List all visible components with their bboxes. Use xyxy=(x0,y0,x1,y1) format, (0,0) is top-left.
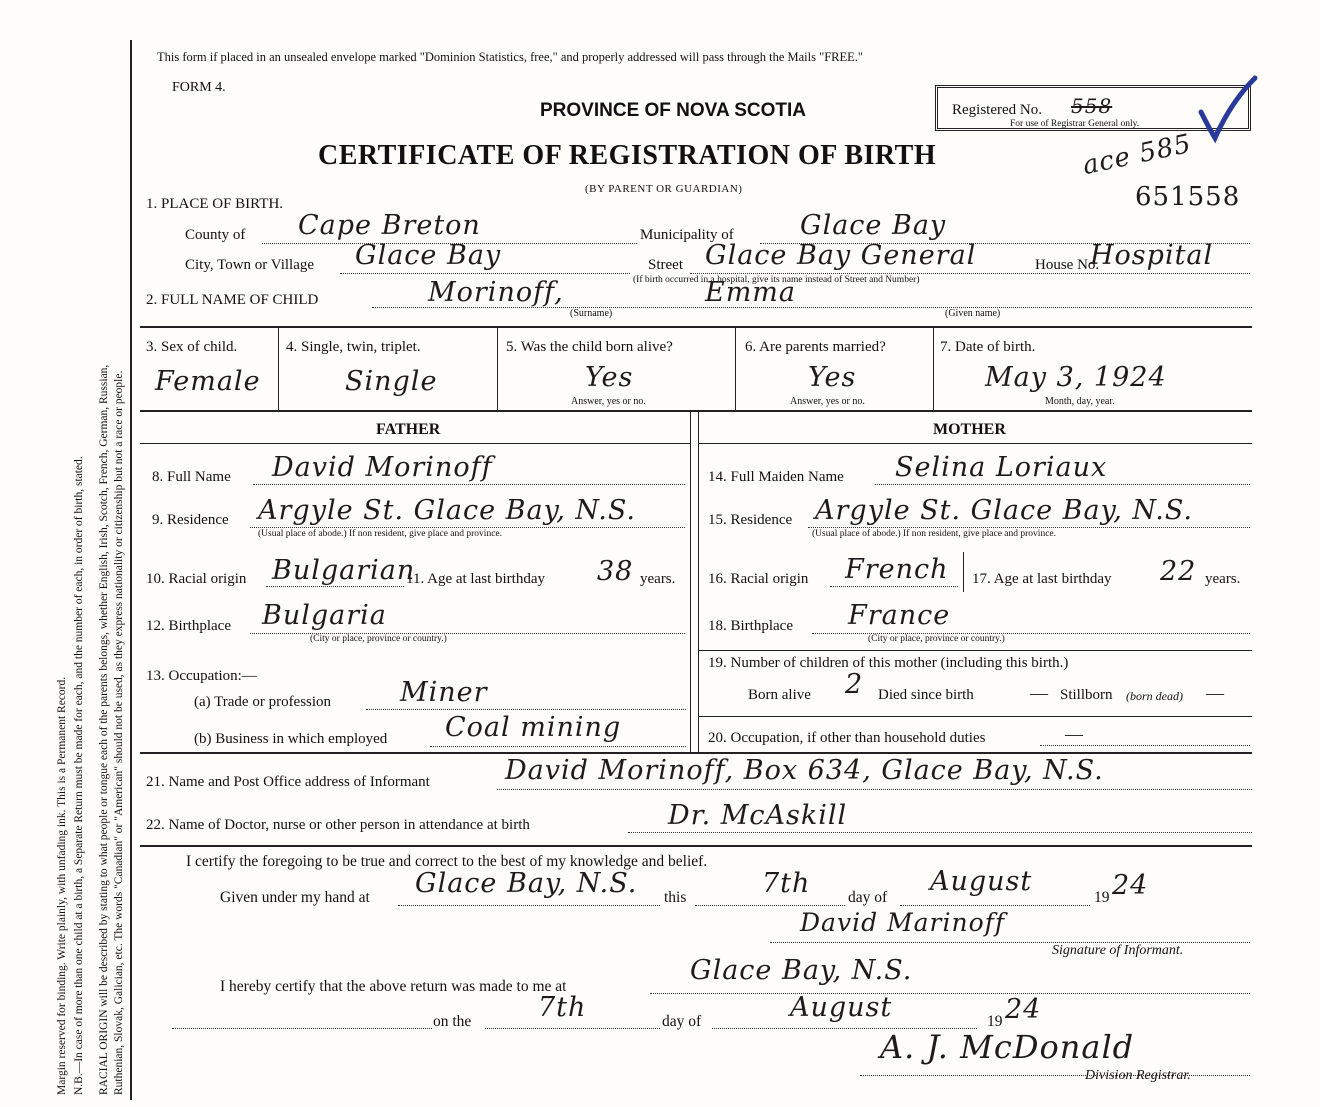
registrar-year-value: 24 xyxy=(1005,994,1042,1025)
page-title: CERTIFICATE OF REGISTRATION OF BIRTH xyxy=(318,140,937,171)
father-occupation-label: 13. Occupation:— xyxy=(146,668,257,684)
form-number: FORM 4. xyxy=(172,80,226,95)
street-label: Street xyxy=(648,257,683,273)
father-business-value: Coal mining xyxy=(445,712,622,743)
alive-value: Yes xyxy=(585,362,634,393)
margin-vertical-rule xyxy=(130,40,132,1100)
mother-birthplace-note: (City or place, province or country.) xyxy=(868,634,1005,644)
father-residence-note: (Usual place of abode.) If non resident, give place and province. xyxy=(258,529,502,539)
sex-value: Female xyxy=(155,366,261,397)
father-name-label: 8. Full Name xyxy=(152,469,231,485)
mother-residence-label: 15. Residence xyxy=(708,512,793,528)
registrar-signature-label: Division Registrar. xyxy=(1085,1068,1191,1083)
informant-label: 21. Name and Post Office address of Informant xyxy=(146,774,430,790)
father-racial-value: Bulgarian xyxy=(272,555,416,586)
father-residence-label: 9. Residence xyxy=(152,512,229,528)
mother-name-label: 14. Full Maiden Name xyxy=(708,469,844,485)
this-label: this xyxy=(664,889,687,906)
cert-month-value: August xyxy=(930,866,1033,897)
province-heading: PROVINCE OF NOVA SCOTIA xyxy=(540,100,807,121)
margin-note-1: Margin reserved for binding. Write plainly, with unfading ink. This is a Permanent Record. xyxy=(56,676,68,1095)
mother-residence-note: (Usual place of abode.) If non resident, give place and province. xyxy=(812,529,1056,539)
father-business-label: (b) Business in which employed xyxy=(194,731,388,747)
child-given-name: Emma xyxy=(705,277,797,308)
cert-year-value: 24 xyxy=(1112,870,1149,901)
parents-bottom-rule xyxy=(140,752,1252,754)
plurality-label: 4. Single, twin, triplet. xyxy=(286,339,421,355)
on-the-label: on the xyxy=(433,1013,472,1030)
date-value: May 3, 1924 xyxy=(985,362,1167,393)
father-age-value: 38 xyxy=(597,556,634,587)
alive-label: 5. Was the child born alive? xyxy=(506,339,673,355)
married-label: 6. Are parents married? xyxy=(745,339,886,355)
registrar-day-of-label: day of xyxy=(662,1013,702,1030)
page-subtitle: (BY PARENT OR GUARDIAN) xyxy=(585,183,743,195)
registered-value: 558 xyxy=(1071,94,1113,118)
stillborn-label: Stillborn xyxy=(1060,687,1113,703)
mother-occupation-label: 20. Occupation, if other than household duties xyxy=(708,730,986,746)
father-residence-value: Argyle St. Glace Bay, N.S. xyxy=(258,495,637,526)
mother-age-label: 17. Age at last birthday xyxy=(972,571,1112,587)
alive-note: Answer, yes or no. xyxy=(571,396,646,407)
stillborn-value: — xyxy=(1206,683,1224,703)
registered-label: Registered No. xyxy=(952,102,1042,118)
house-value: Hospital xyxy=(1090,240,1214,271)
informant-value: David Morinoff, Box 634, Glace Bay, N.S. xyxy=(505,755,1104,786)
top-notice: This form if placed in an unsealed envelope marked "Dominion Statistics, free," and properly addressed will pass through the Mails "FREE." xyxy=(157,50,864,64)
father-birthplace-label: 12. Birthplace xyxy=(146,618,231,634)
father-birthplace-note: (City or place, province or country.) xyxy=(310,634,447,644)
municipality-label: Municipality of xyxy=(640,227,734,243)
margin-note-3: RACIAL ORIGIN will be described by stating to what people or tongue each of the parents belongs, whether English, Irish, Scotch, French, German, Russian, xyxy=(98,364,110,1095)
registrar-statement: I hereby certify that the above return was made to me at xyxy=(220,978,567,995)
father-birthplace-value: Bulgaria xyxy=(262,600,387,631)
city-value: Glace Bay xyxy=(355,240,502,271)
registered-handwritten-1: ace 585 xyxy=(1080,128,1195,182)
checkmark-icon xyxy=(1195,72,1260,147)
registrar-signature: A. J. McDonald xyxy=(880,1028,1135,1066)
child-name-label: 2. FULL NAME OF CHILD xyxy=(146,292,319,308)
margin-note-2: N.B.—In case of more than one child at a birth, a Separate Return must be made for each, and the number of each, in order of birth, stated. xyxy=(73,456,85,1095)
surname-caption: (Surname) xyxy=(570,308,613,319)
mother-children-label: 19. Number of children of this mother (including this birth.) xyxy=(708,655,1069,671)
mother-occupation-value: — xyxy=(1065,724,1083,744)
date-label: 7. Date of birth. xyxy=(940,339,1036,355)
mother-years-label: years. xyxy=(1205,571,1241,587)
mother-birthplace-value: France xyxy=(848,600,951,631)
county-value: Cape Breton xyxy=(298,210,481,241)
registrar-day-value: 7th xyxy=(538,992,587,1023)
certification-statement: I certify the foregoing to be true and correct to the best of my knowledge and belief. xyxy=(186,853,708,870)
mother-name-value: Selina Loriaux xyxy=(895,452,1108,483)
married-value: Yes xyxy=(808,362,857,393)
registrar-place-value: Glace Bay, N.S. xyxy=(690,955,913,986)
cert-year-prefix: 19 xyxy=(1094,889,1110,906)
mother-heading: MOTHER xyxy=(933,421,1006,438)
given-place-value: Glace Bay, N.S. xyxy=(415,868,638,899)
given-name-caption: (Given name) xyxy=(945,308,1001,319)
place-of-birth-heading: 1. PLACE OF BIRTH. xyxy=(146,196,284,212)
father-name-value: David Morinoff xyxy=(272,452,493,483)
father-heading: FATHER xyxy=(376,421,441,438)
doctor-label: 22. Name of Doctor, nurse or other person in attendance at birth xyxy=(146,817,530,833)
house-label: House No. xyxy=(1035,257,1100,273)
street-value: Glace Bay General xyxy=(705,240,977,271)
registered-note: For use of Registrar General only. xyxy=(1010,119,1140,129)
mother-racial-label: 16. Racial origin xyxy=(708,571,809,587)
place-note: (If birth occurred in a hospital, give its name instead of Street and Number) xyxy=(633,275,920,285)
child-surname: Morinoff, xyxy=(428,277,564,308)
row3-bottom-rule xyxy=(140,410,1252,412)
registrar-year-prefix: 19 xyxy=(987,1013,1003,1030)
father-trade-label: (a) Trade or profession xyxy=(194,694,332,710)
plurality-value: Single xyxy=(345,366,438,397)
city-label: City, Town or Village xyxy=(185,257,315,273)
father-racial-label: 10. Racial origin xyxy=(146,571,247,587)
margin-note-4: Ruthenian, Slovak, Galician, etc. The words "Canadian" or "American" should not be used, as they express nationality or citizenship but not a race or people. xyxy=(113,370,125,1095)
registrar-month-value: August xyxy=(790,992,893,1023)
born-alive-value: 2 xyxy=(845,669,864,700)
mother-racial-value: French xyxy=(845,554,949,585)
stillborn-note: (born dead) xyxy=(1126,689,1183,703)
doctor-value: Dr. McAskill xyxy=(668,800,848,831)
county-label: County of xyxy=(185,227,246,243)
died-value: — xyxy=(1030,683,1048,703)
mother-birthplace-label: 18. Birthplace xyxy=(708,618,793,634)
father-age-label: 11. Age at last birthday xyxy=(406,571,545,587)
parents-divider xyxy=(690,412,691,752)
mother-residence-value: Argyle St. Glace Bay, N.S. xyxy=(815,495,1194,526)
married-note: Answer, yes or no. xyxy=(790,396,865,407)
row3-top-rule xyxy=(140,326,1252,328)
cert-day-of-label: day of xyxy=(848,889,888,906)
born-alive-label: Born alive xyxy=(748,687,811,703)
sex-label: 3. Sex of child. xyxy=(146,339,238,355)
died-label: Died since birth xyxy=(878,687,974,703)
father-years-label: years. xyxy=(640,571,676,587)
father-trade-value: Miner xyxy=(400,677,488,708)
informant-signature: David Marinoff xyxy=(800,908,1006,937)
date-note: Month, day, year. xyxy=(1045,396,1115,407)
municipality-value: Glace Bay xyxy=(800,210,947,241)
mother-age-value: 22 xyxy=(1160,556,1197,587)
informant-signature-label: Signature of Informant. xyxy=(1052,943,1184,958)
cert-day-value: 7th xyxy=(762,868,811,899)
registered-handwritten-2: 651558 xyxy=(1135,182,1241,212)
given-label: Given under my hand at xyxy=(220,889,370,906)
